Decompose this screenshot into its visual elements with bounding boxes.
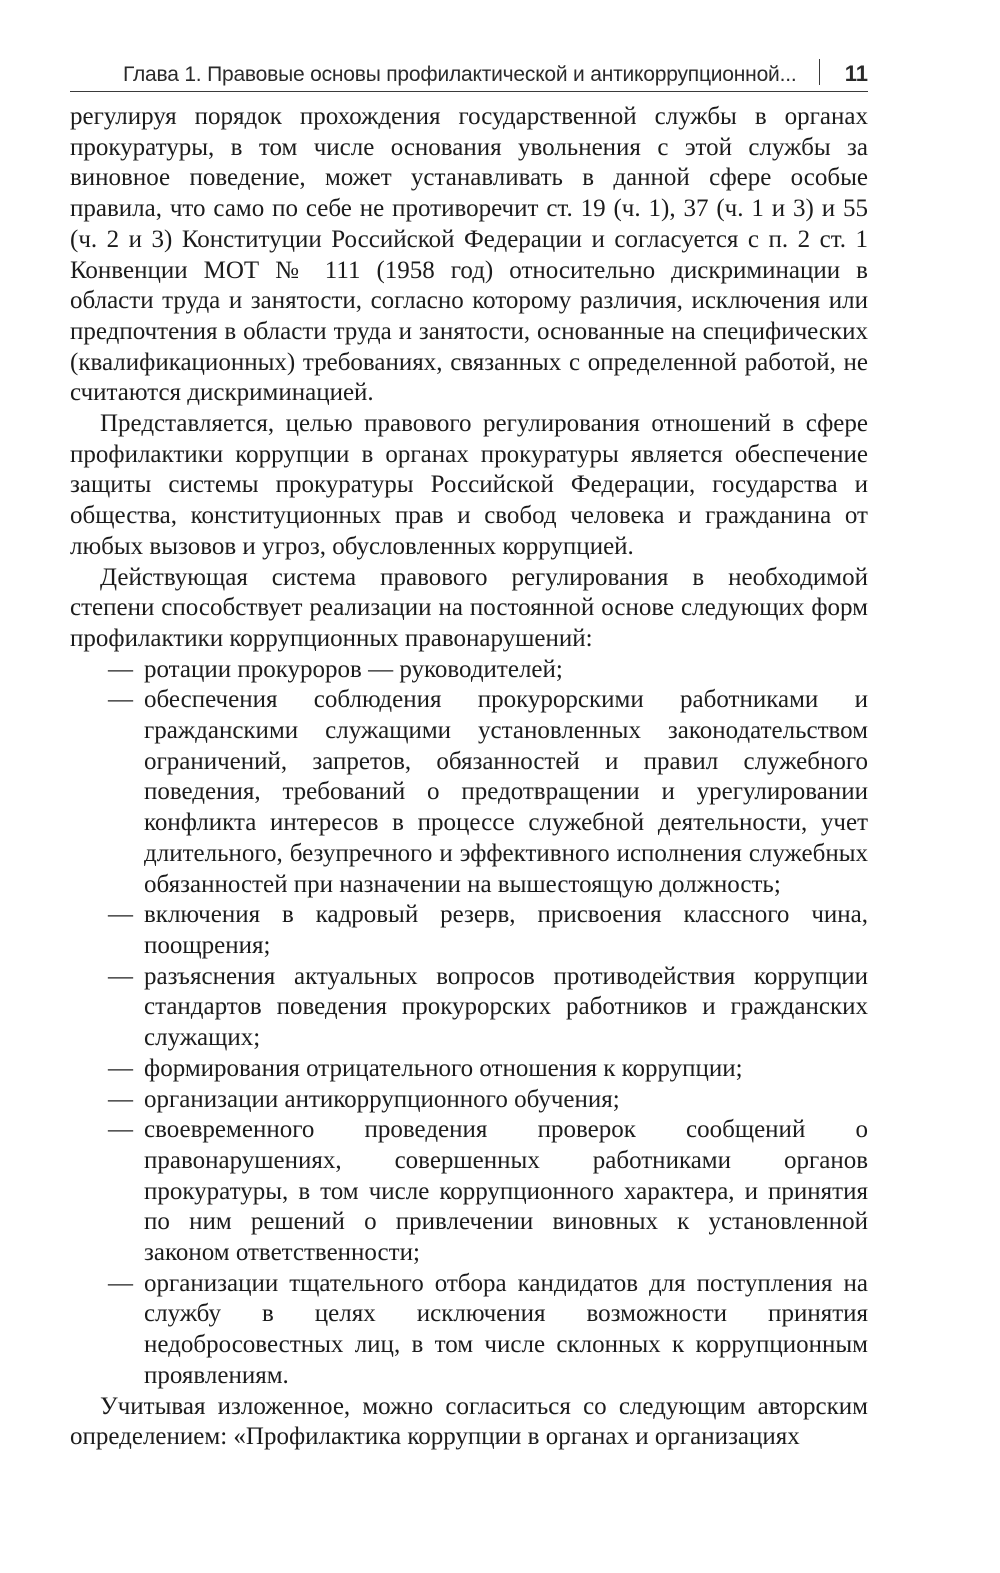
list-item-text: включения в кадровый резерв, присвоения классного чина, поощрения; — [144, 901, 868, 959]
dash-bullet: — — [108, 1116, 133, 1144]
dash-bullet: — — [108, 1054, 133, 1082]
list-item-text: разъяснения актуальных вопросов противодействия коррупции стандартов поведения прокурорских работников и гражданских служащих; — [144, 962, 868, 1052]
page-number: 11 — [844, 61, 868, 86]
list-item — [70, 655, 868, 686]
list-item-text: своевременного проведения проверок сообщений о правонарушениях, совершенных работниками органов прокуратуры, в том числе коррупционного характера, и принятия по ним решений о привлечении виновных к установленной законом ответственности; — [144, 1116, 868, 1267]
book-page — [70, 58, 868, 1453]
list-item — [70, 900, 868, 961]
paragraph-goal: Представляется, целью правового регулирования отношений в сфере профилактики коррупции в органах прокуратуры является обеспечение защиты системы прокуратуры Российской Федерации, государства и общества, конституционных прав и свобод человека и гражданина от любых вызовов и угроз, обусловленных коррупцией. — [70, 410, 868, 560]
list-item — [70, 962, 868, 1054]
dash-bullet: — — [108, 655, 133, 683]
dash-bullet: — — [108, 686, 133, 714]
dash-bullet: — — [108, 1085, 133, 1113]
dash-bullet: — — [108, 1269, 133, 1297]
body-text — [70, 102, 868, 1453]
list-item — [70, 685, 868, 900]
list-item — [70, 1085, 868, 1116]
list-item-text: формирования отрицательного отношения к коррупции; — [144, 1054, 743, 1082]
paragraph-definition: Учитывая изложенное, можно согласиться со следующим авторским определением: «Профилактика коррупции в органах и организациях — [70, 1392, 868, 1451]
list-item-text: организации тщательного отбора кандидатов для поступления на службу в целях исключения возможности принятия недобросовестных лиц, в том числе склонных к коррупционным проявлениям. — [144, 1269, 868, 1389]
list-item-text: организации антикоррупционного обучения; — [144, 1085, 620, 1113]
list-item-text: обеспечения соблюдения прокурорскими работниками и гражданскими служащими установленных законодательством ограничений, запретов, обязанностей и правил служебного поведения, требований о предотвращении и урегулировании конфликта интересов в процессе служебной деятельности, учет длительного, безупречного и эффективного исполнения служебных обязанностей при назначении на вышестоящую должность; — [144, 686, 868, 898]
list-item — [70, 1269, 868, 1392]
chapter-title: Глава 1. Правовые основы профилактической и антикоррупционной... — [122, 63, 797, 86]
dash-bullet: — — [108, 962, 133, 990]
list-item — [70, 1115, 868, 1269]
running-header — [70, 58, 868, 92]
list-item — [70, 1054, 868, 1085]
paragraph-forms-intro: Действующая система правового регулирования в необходимой степени способствует реализации на постоянной основе следующих форм профилактики коррупционных правонарушений: — [70, 563, 868, 652]
list-item-text: ротации прокуроров — руководителей; — [144, 655, 563, 683]
paragraph-continuation: регулируя порядок прохождения государственной службы в органах прокуратуры, в том числе основания увольнения с этой службы за виновное поведение, может устанавливать в данной сфере особые правила, что само по себе не противоречит ст. 19 (ч. 1), 37 (ч. 1 и 3) и 55 (ч. 2 и 3) Конституции Российской Федерации и согласуется с п. 2 ст. 1 Конвенции МОТ № 111 (1958 год) относительно дискриминации в области труда и занятости, согласно которому различия, исключения или предпочтения в области труда и занятости, основанные на специфических (квалификационных) требованиях, связанных с определенной работой, не считаются дискриминацией. — [70, 103, 868, 407]
dash-bullet: — — [108, 901, 133, 929]
prevention-forms-list — [70, 655, 868, 1392]
